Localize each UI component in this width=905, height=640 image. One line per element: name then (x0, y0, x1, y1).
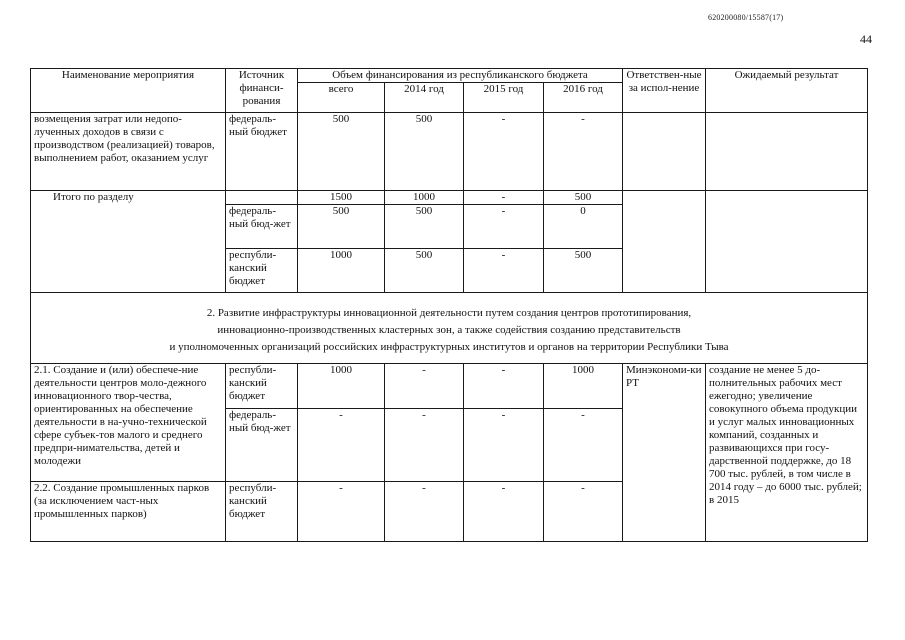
total-2015: - (464, 191, 544, 205)
item-2-1-row-republic (31, 364, 868, 409)
item-2-1-2014-federal: - (385, 409, 464, 482)
total-source (226, 191, 298, 205)
total-federal-sum: 500 (298, 205, 385, 249)
row-2016: - (544, 113, 623, 191)
section-total-row (31, 191, 868, 205)
total-republic-2016: 500 (544, 249, 623, 293)
item-2-1-name: 2.1. Создание и (или) обеспече-ние деятельности центров моло-дежного инновационного твор-чества, ориентированных на обеспечение деятельности в на-учно-технической сфере субъек-тов малого и среднего предпри-нимательства, детей и молодежи (31, 364, 226, 482)
item-2-2-2015: - (464, 482, 544, 542)
item-2-1-total-republic: 1000 (298, 364, 385, 409)
row-2015: - (464, 113, 544, 191)
item-2-1-total-federal: - (298, 409, 385, 482)
header-2016: 2016 год (544, 83, 623, 113)
header-responsible: Ответствен-ные за испол-нение (623, 69, 706, 113)
header-2014: 2014 год (385, 83, 464, 113)
item-2-2-2014: - (385, 482, 464, 542)
section-2-title-line-2: инновационно-производственных кластерных зон, а также содействия созданию представительств (217, 324, 681, 336)
section-2-title-line-1: 2. Развитие инфраструктуры инновационной деятельности путем создания центров прототипирования, (206, 307, 692, 319)
total-federal-source: федераль-ный бюд-жет (226, 205, 298, 249)
total-responsible (623, 191, 706, 293)
item-2-1-2014-republic: - (385, 364, 464, 409)
item-2-1-responsible: Минэкономи-ки РТ (623, 364, 706, 542)
section-2-title-row (31, 293, 868, 364)
total-federal-2016: 0 (544, 205, 623, 249)
total-2014: 1000 (385, 191, 464, 205)
header-2015: 2015 год (464, 83, 544, 113)
header-volume: Объем финансирования из республиканского бюджета (298, 69, 623, 83)
section-2-title-line-3: и уполномоченных организаций российских инфраструктурных институтов и органов на территории Республики Тыва (169, 341, 729, 353)
total-republic-source: республи-канский бюджет (226, 249, 298, 293)
item-2-1-2015-federal: - (464, 409, 544, 482)
document-code: 620200080/15587(17) (708, 13, 784, 22)
item-2-1-result: создание не менее 5 до-полнительных рабочих мест ежегодно; увеличение совокупного объема продукции и услуг малых инновационных компаний, созданных и развивающихся при госу-дарственной поддержке, до 18 700 тыс. рублей, в том числе в 2014 году – до 6000 тыс. рублей; в 2015 (706, 364, 868, 542)
row-2014: 500 (385, 113, 464, 191)
table-row-continued (31, 113, 868, 191)
header-name: Наименование мероприятия (31, 69, 226, 113)
total-sum: 1500 (298, 191, 385, 205)
item-2-1-2016-republic: 1000 (544, 364, 623, 409)
item-2-1-source-republic: республи-канский бюджет (226, 364, 298, 409)
item-2-2-name: 2.2. Создание промышленных парков (за исключением част-ных промышленных парков) (31, 482, 226, 542)
total-federal-2014: 500 (385, 205, 464, 249)
total-republic-2014: 500 (385, 249, 464, 293)
header-result: Ожидаемый результат (706, 69, 868, 113)
total-republic-2015: - (464, 249, 544, 293)
item-2-1-source-federal: федераль-ный бюд-жет (226, 409, 298, 482)
total-federal-2015: - (464, 205, 544, 249)
item-2-2-2016: - (544, 482, 623, 542)
row-responsible (623, 113, 706, 191)
section-total-label: Итого по разделу (31, 191, 226, 293)
page-number: 44 (860, 32, 872, 46)
total-result (706, 191, 868, 293)
section-2-title (31, 293, 868, 364)
row-source: федераль-ный бюджет (226, 113, 298, 191)
row-total: 500 (298, 113, 385, 191)
item-2-2-total: - (298, 482, 385, 542)
header-total: всего (298, 83, 385, 113)
header-source: Источник финанси-рования (226, 69, 298, 113)
total-republic-sum: 1000 (298, 249, 385, 293)
financing-table (30, 68, 868, 542)
item-2-2-source: республи-канский бюджет (226, 482, 298, 542)
row-result (706, 113, 868, 191)
header-row-1 (31, 69, 868, 83)
item-2-1-2016-federal: - (544, 409, 623, 482)
item-2-1-2015-republic: - (464, 364, 544, 409)
row-name: возмещения затрат или недопо-лученных доходов в связи с производством (реализацией) товаров, выполнением работ, оказанием услуг (31, 113, 226, 191)
total-2016: 500 (544, 191, 623, 205)
